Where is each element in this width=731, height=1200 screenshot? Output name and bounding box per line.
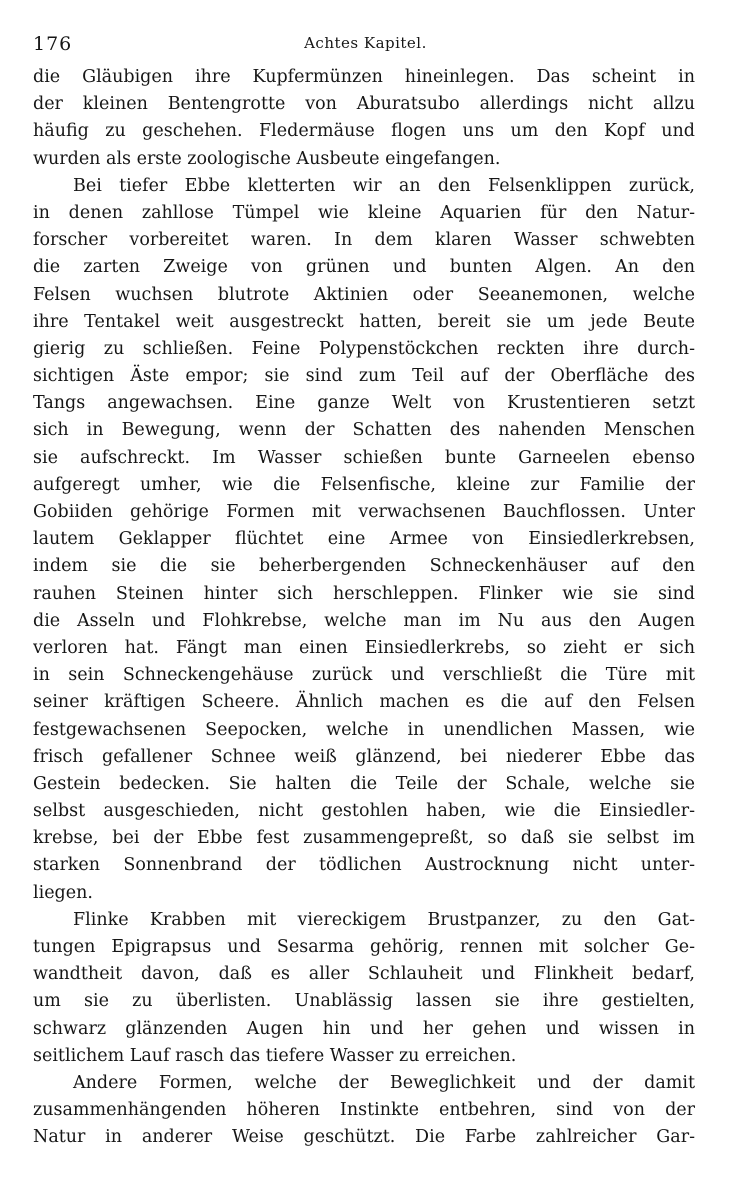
text-line: ihre Tentakel weit ausgestreckt hatten, bereit sie um jede Beute	[33, 311, 695, 332]
text-line: Felsen wuchsen blutrote Aktinien oder Seeanemonen, welche	[33, 284, 695, 305]
text-line: der kleinen Bentengrotte von Aburatsubo allerdings nicht allzu	[33, 94, 695, 115]
text-line: Tangs angewachsen. Eine ganze Welt von Krustentieren setzt	[33, 393, 695, 414]
text-line: starken Sonnenbrand der tödlichen Austrocknung nicht unter-	[33, 855, 695, 876]
text-line: Gestein bedecken. Sie halten die Teile der Schale, welche sie	[33, 773, 695, 794]
text-line: wurden als erste zoologische Ausbeute eingefangen.	[33, 148, 501, 169]
text-line: indem sie die sie beherbergenden Schneckenhäuser auf den	[33, 556, 695, 577]
text-line: die zarten Zweige von grünen und bunten Algen. An den	[33, 257, 695, 278]
text-line: liegen.	[33, 882, 93, 903]
text-line: lautem Geklapper flüchtet eine Armee von Einsiedlerkrebsen,	[33, 529, 695, 550]
text-line: seitlichem Lauf rasch das tiefere Wasser zu erreichen.	[33, 1045, 517, 1066]
text-line: in denen zahllose Tümpel wie kleine Aquarien für den Natur-	[33, 202, 695, 223]
text-line: um sie zu überlisten. Unablässig lassen sie ihre gestielten,	[33, 991, 695, 1012]
text-line: rauhen Steinen hinter sich herschleppen. Flinker wie sie sind	[33, 583, 695, 604]
text-line: frisch gefallener Schnee weiß glänzend, bei niederer Ebbe das	[33, 746, 695, 767]
page-number: 176	[33, 33, 73, 55]
text-line: sichtigen Äste empor; sie sind zum Teil auf der Oberfläche des	[33, 366, 695, 387]
text-line: tungen Epigrapsus und Sesarma gehörig, rennen mit solcher Ge-	[33, 937, 695, 957]
text-line: Andere Formen, welche der Beweglichkeit und der damit	[73, 1072, 695, 1093]
text-line: gierig zu schließen. Feine Polypenstöckchen reckten ihre durch-	[33, 338, 695, 359]
text-line: zusammenhängenden höheren Instinkte entbehren, sind von der	[33, 1100, 695, 1121]
text-line: die Gläubigen ihre Kupfermünzen hineinlegen. Das scheint in	[33, 67, 695, 87]
running-head: Achtes Kapitel.	[304, 34, 427, 52]
text-line: sie aufschreckt. Im Wasser schießen bunte Garneelen ebenso	[33, 447, 695, 468]
text-line: sich in Bewegung, wenn der Schatten des nahenden Menschen	[33, 420, 695, 441]
text-line: schwarz glänzenden Augen hin und her gehen und wissen in	[33, 1018, 695, 1039]
text-line: in sein Schneckengehäuse zurück und verschließt die Türe mit	[33, 665, 695, 686]
text-line: die Asseln und Flohkrebse, welche man im Nu aus den Augen	[33, 610, 695, 631]
text-line: forscher vorbereitet waren. In dem klaren Wasser schwebten	[33, 230, 695, 251]
text-line: festgewachsenen Seepocken, welche in unendlichen Massen, wie	[33, 719, 695, 740]
page-header	[33, 33, 698, 55]
text-line: Bei tiefer Ebbe kletterten wir an den Felsenklippen zurück,	[73, 175, 695, 196]
text-line: selbst ausgeschieden, nicht gestohlen haben, wie die Einsiedler-	[33, 801, 695, 822]
text-line: Gobiiden gehörige Formen mit verwachsenen Bauchflossen. Unter	[33, 502, 695, 522]
body-text	[33, 64, 695, 1152]
text-line: krebse, bei der Ebbe fest zusammengepreßt, so daß sie selbst im	[33, 828, 695, 849]
text-line: wandtheit davon, daß es aller Schlauheit und Flinkheit bedarf,	[33, 964, 695, 985]
text-line: seiner kräftigen Scheere. Ähnlich machen es die auf den Felsen	[33, 692, 695, 713]
text-line: häufig zu geschehen. Fledermäuse flogen uns um den Kopf und	[33, 121, 695, 142]
text-line: Flinke Krabben mit viereckigem Brustpanzer, zu den Gat-	[73, 909, 695, 930]
text-line: aufgeregt umher, wie die Felsenfische, kleine zur Familie der	[33, 474, 695, 495]
text-line: Natur in anderer Weise geschützt. Die Farbe zahlreicher Gar-	[33, 1127, 695, 1148]
text-line: verloren hat. Fängt man einen Einsiedlerkrebs, so zieht er sich	[33, 637, 695, 658]
